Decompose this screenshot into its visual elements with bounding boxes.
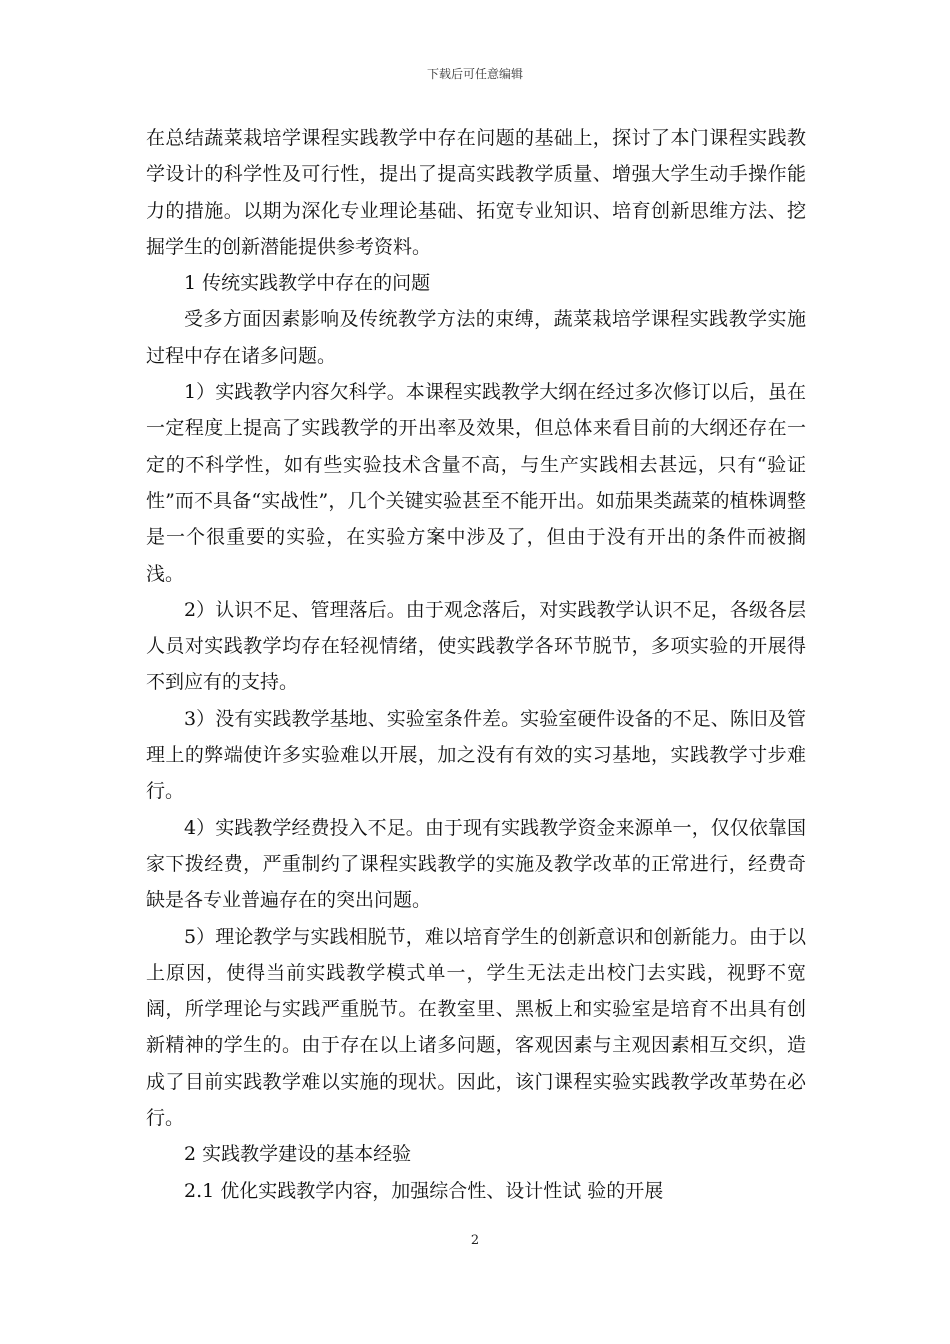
section-heading-2: 2 实践教学建设的基本经验 [184, 1143, 412, 1166]
paragraph-issue-3: 3）没有实践教学基地、实验室条件差。实验室硬件设备的不足、陈旧及管理上的弊端使许多实验难以开展，加之没有有效的实习基地，实践教学寸步难行。 [146, 707, 806, 803]
paragraph-issue-4: 4）实践教学经费投入不足。由于现有实践教学资金来源单一，仅仅依靠国家下拨经费，严重制约了课程实践教学的实施及教学改革的正常进行，经费奇缺是各专业普遍存在的突出问题。 [146, 816, 806, 912]
paragraph-issue-1: 1）实践教学内容欠科学。本课程实践教学大纲在经过多次修订以后，虽在一定程度上提高了实践教学的开出率及效果，但总体来看目前的大纲还存在一定的不科学性，如有些实验技术含量不高，与生产实践相去甚远，只有“验证性”而不具备“实战性”，几个关键实验甚至不能开出。如茄果类蔬菜的植株调整是一个很重要的实验，在实验方案中涉及了，但由于没有开出的条件而被搁浅。 [146, 381, 806, 585]
page-header: 下载后可任意编辑 [426, 67, 523, 81]
paragraph-issue-5: 5）理论教学与实践相脱节，难以培育学生的创新意识和创新能力。由于以上原因，使得当前实践教学模式单一，学生无法走出校门去实践，视野不宽阔，所学理论与实践严重脱节。在教室里、黑板上和实验室是培育不出具有创新精神的学生的。由于存在以上诸多问题，客观因素与主观因素相互交织，造成了目前实践教学难以实施的现状。因此，该门课程实验实践教学改革势在必行。 [146, 925, 806, 1130]
paragraph-section-1-intro: 受多方面因素影响及传统教学方法的束缚，蔬菜栽培学课程实践教学实施过程中存在诸多问题。 [146, 308, 806, 367]
page-number: 2 [470, 1233, 480, 1248]
subsection-heading-2-1: 2.1 优化实践教学内容，加强综合性、设计性试 验的开展 [184, 1179, 664, 1202]
section-heading-1: 1 传统实践教学中存在的问题 [184, 272, 431, 295]
paragraph-intro: 在总结蔬菜栽培学课程实践教学中存在问题的基础上，探讨了本门课程实践教学设计的科学性及可行性，提出了提高实践教学质量、增强大学生动手操作能力的措施。以期为深化专业理论基础、拓宽专业知识、培育创新思维方法、挖掘学生的创新潜能提供参考资料。 [146, 127, 806, 258]
paragraph-issue-2: 2）认识不足、管理落后。由于观念落后，对实践教学认识不足，各级各层人员对实践教学均存在轻视情绪，使实践教学各环节脱节，多项实验的开展得不到应有的支持。 [146, 598, 806, 694]
document-body [146, 120, 806, 1209]
